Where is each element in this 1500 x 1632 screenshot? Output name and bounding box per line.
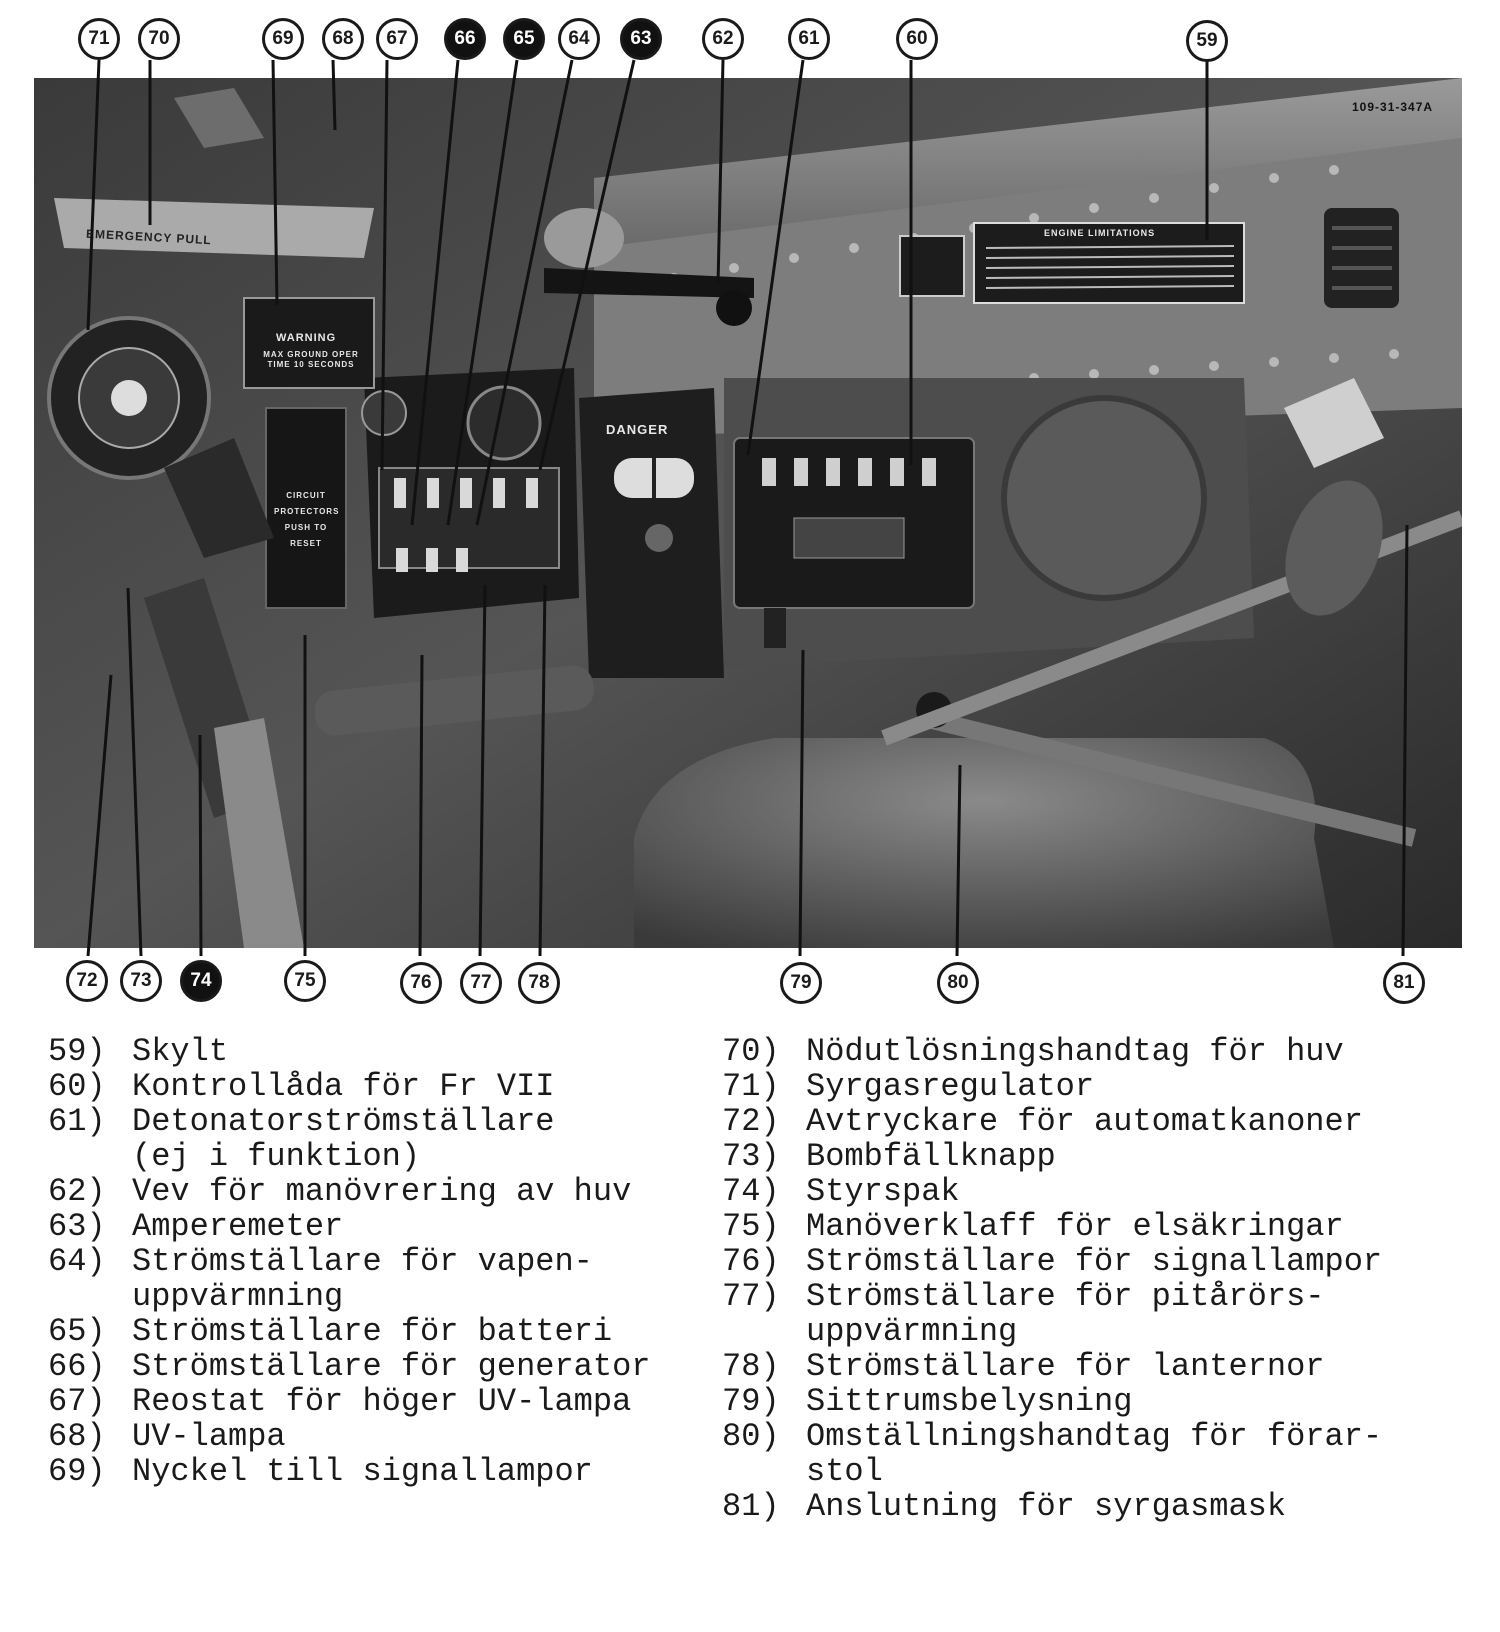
legend-number: 59) xyxy=(48,1033,106,1070)
legend-number: 74) xyxy=(722,1173,780,1210)
legend-text: uppvärmning xyxy=(132,1278,344,1315)
callout-60: 60 xyxy=(896,18,938,60)
legend-item xyxy=(48,1034,650,1069)
legend-item xyxy=(722,1419,1382,1454)
legend-number xyxy=(722,1314,806,1349)
legend-number: 70) xyxy=(722,1033,780,1070)
legend-item xyxy=(48,1454,650,1489)
legend-number: 65) xyxy=(48,1313,106,1350)
legend-text: stol xyxy=(806,1453,883,1490)
legend-number: 67) xyxy=(48,1383,106,1420)
callout-74: 74 xyxy=(180,960,222,1002)
callout-72: 72 xyxy=(66,960,108,1002)
legend-text: Syrgasregulator xyxy=(806,1068,1095,1105)
legend-number: 75) xyxy=(722,1208,780,1245)
legend-text: Vev för manövrering av huv xyxy=(132,1173,632,1210)
legend-text: Strömställare för signallampor xyxy=(806,1243,1383,1280)
callout-64: 64 xyxy=(558,18,600,60)
legend-number: 60) xyxy=(48,1068,106,1105)
legend-number: 63) xyxy=(48,1208,106,1245)
callout-63: 63 xyxy=(620,18,662,60)
legend-item xyxy=(722,1384,1382,1419)
warning-placard-subtext: MAX GROUND OPER TIME 10 SECONDS xyxy=(263,350,359,369)
legend-number: 80) xyxy=(722,1418,780,1455)
legend-text: Strömställare för lanternor xyxy=(806,1348,1325,1385)
legend-text: Skylt xyxy=(132,1033,229,1070)
legend-text: (ej i funktion) xyxy=(132,1138,421,1175)
callout-69: 69 xyxy=(262,18,304,60)
legend-number xyxy=(722,1454,806,1489)
legend-text: Reostat för höger UV-lampa xyxy=(132,1383,632,1420)
legend-item xyxy=(48,1104,650,1139)
legend-number: 73) xyxy=(722,1138,780,1175)
cockpit-photo-art xyxy=(34,78,1462,948)
legend-item xyxy=(722,1139,1382,1174)
legend-number: 81) xyxy=(722,1488,780,1525)
legend-item xyxy=(48,1139,650,1174)
legend-text: Manöverklaff för elsäkringar xyxy=(806,1208,1344,1245)
legend-text: Amperemeter xyxy=(132,1208,344,1245)
legend-number xyxy=(48,1279,132,1314)
legend-item xyxy=(722,1454,1382,1489)
callout-78: 78 xyxy=(518,962,560,1004)
callout-68: 68 xyxy=(322,18,364,60)
legend-item xyxy=(722,1069,1382,1104)
legend-text: Styrspak xyxy=(806,1173,960,1210)
callout-76: 76 xyxy=(400,962,442,1004)
callout-70: 70 xyxy=(138,18,180,60)
legend-number: 62) xyxy=(48,1173,106,1210)
legend-text: Anslutning för syrgasmask xyxy=(806,1488,1287,1525)
legend-text: Avtryckare för automatkanoner xyxy=(806,1103,1363,1140)
legend-number: 64) xyxy=(48,1243,106,1280)
legend-item xyxy=(48,1314,650,1349)
callout-67: 67 xyxy=(376,18,418,60)
legend-number: 61) xyxy=(48,1103,106,1140)
legend-item xyxy=(722,1489,1382,1524)
legend-text: Sittrumsbelysning xyxy=(806,1383,1133,1420)
callout-71: 71 xyxy=(78,18,120,60)
legend-number: 76) xyxy=(722,1243,780,1280)
callout-79: 79 xyxy=(780,962,822,1004)
legend-number: 69) xyxy=(48,1453,106,1490)
legend-item xyxy=(48,1419,650,1454)
callout-62: 62 xyxy=(702,18,744,60)
legend-number: 78) xyxy=(722,1348,780,1385)
emergency-pull-label: EMERGENCY PULL xyxy=(85,226,213,248)
legend-number: 77) xyxy=(722,1278,780,1315)
legend-item xyxy=(722,1349,1382,1384)
legend-item xyxy=(48,1244,650,1279)
legend-text: Bombfällknapp xyxy=(806,1138,1056,1175)
legend-text: Strömställare för generator xyxy=(132,1348,651,1385)
legend-number: 68) xyxy=(48,1418,106,1455)
legend-text: Kontrollåda för Fr VII xyxy=(132,1068,555,1105)
legend-text: uppvärmning xyxy=(806,1313,1018,1350)
legend-number: 79) xyxy=(722,1383,780,1420)
callout-75: 75 xyxy=(284,960,326,1002)
legend-item xyxy=(48,1384,650,1419)
legend-item xyxy=(722,1174,1382,1209)
legend-item xyxy=(48,1349,650,1384)
legend-item xyxy=(722,1279,1382,1314)
danger-placard: DANGER xyxy=(606,422,669,437)
legend-number: 72) xyxy=(722,1103,780,1140)
legend-item xyxy=(48,1209,650,1244)
warning-placard: WARNING xyxy=(276,332,337,344)
legend-number: 66) xyxy=(48,1348,106,1385)
legend-item xyxy=(48,1174,650,1209)
engine-limitations-placard: ENGINE LIMITATIONS xyxy=(1044,228,1156,238)
callout-61: 61 xyxy=(788,18,830,60)
callout-66: 66 xyxy=(444,18,486,60)
legend-item xyxy=(48,1069,650,1104)
legend-right-column xyxy=(722,1034,1382,1524)
legend-left-column xyxy=(48,1034,650,1489)
legend-item xyxy=(722,1244,1382,1279)
legend-text: Nödutlösningshandtag för huv xyxy=(806,1033,1344,1070)
callout-59: 59 xyxy=(1186,20,1228,62)
legend-item xyxy=(722,1104,1382,1139)
legend-item xyxy=(722,1314,1382,1349)
legend-text: Omställningshandtag för förar- xyxy=(806,1418,1383,1455)
callout-80: 80 xyxy=(937,962,979,1004)
legend-number xyxy=(48,1139,132,1174)
callout-65: 65 xyxy=(503,18,545,60)
callout-73: 73 xyxy=(120,960,162,1002)
legend-text: Nyckel till signallampor xyxy=(132,1453,593,1490)
legend-text: Detonatorströmställare xyxy=(132,1103,555,1140)
legend-item xyxy=(722,1209,1382,1244)
callout-77: 77 xyxy=(460,962,502,1004)
callout-81: 81 xyxy=(1383,962,1425,1004)
legend-text: Strömställare för batteri xyxy=(132,1313,613,1350)
legend-text: Strömställare för vapen- xyxy=(132,1243,593,1280)
legend-item xyxy=(48,1279,650,1314)
circuit-protectors-label: CIRCUIT PROTECTORS PUSH TO RESET xyxy=(274,491,340,548)
legend-number: 71) xyxy=(722,1068,780,1105)
legend-text: Strömställare för pitårörs- xyxy=(806,1278,1325,1315)
legend-item xyxy=(722,1034,1382,1069)
figure-reference-stamp: 109-31-347A xyxy=(1352,100,1434,114)
cockpit-photo xyxy=(34,78,1462,948)
legend-text: UV-lampa xyxy=(132,1418,286,1455)
